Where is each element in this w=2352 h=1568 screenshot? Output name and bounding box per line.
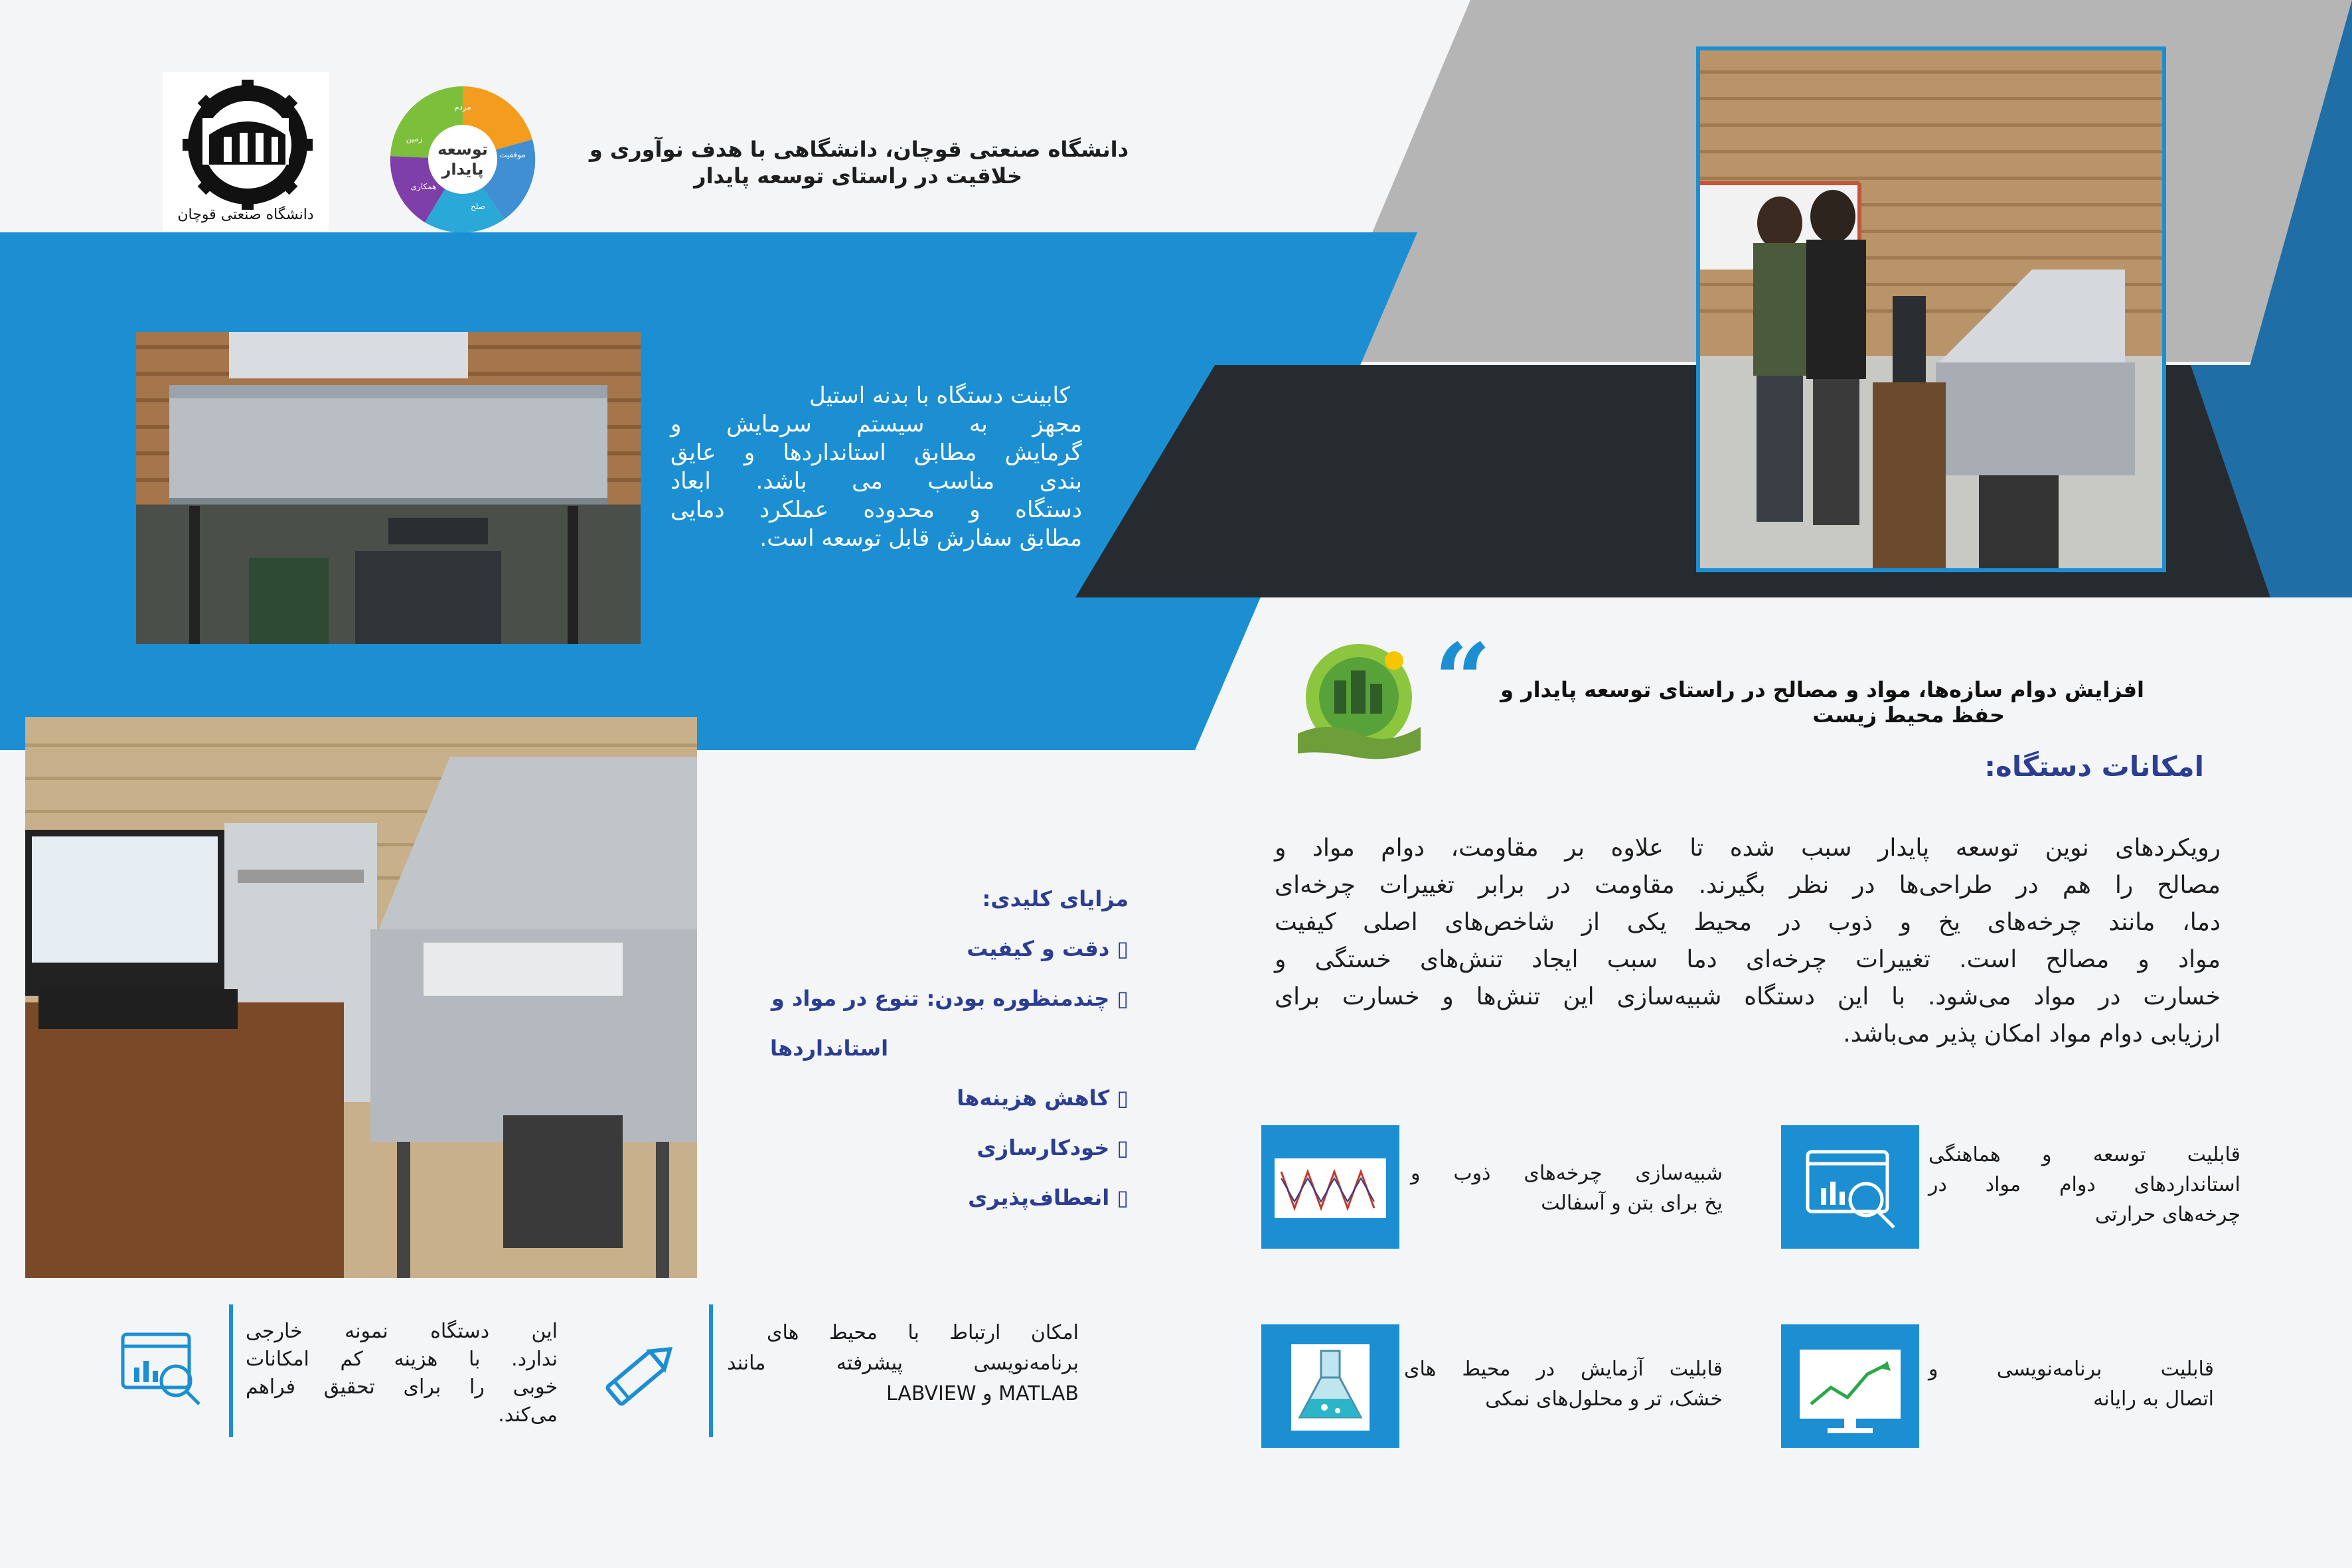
svg-text:توسعه: توسعه [437,140,488,159]
equipment-photo [25,717,697,1278]
advantage-item: استانداردها [770,1036,889,1061]
monitor-chart-icon [1781,1324,1919,1448]
paragraph-line: مصالح را هم در طراحی‌ها در نظر بگیرند. مقاومت در برابر تغییرات چرخه‌ای [1275,872,2221,899]
unique-line: می‌کند. [498,1403,558,1427]
svg-text:همکاری: همکاری [410,182,437,191]
quote-mark: “ [1434,622,1492,739]
svg-text:پایدار: پایدار [441,160,484,179]
feature-line: قابلیت برنامه‌نویسی و [1928,1358,2214,1381]
feature-line: قابلیت آزمایش در محیط های [1404,1358,1723,1381]
svg-text:دانشگاه صنعتی قوچان: دانشگاه صنعتی قوچان [177,206,314,223]
unique-line: این دستگاه نمونه خارجی [246,1320,558,1343]
advantage-item: ▯ کاهش هزینه‌ها [957,1085,1129,1111]
programming-line: MATLAB و LABVIEW [886,1382,1079,1405]
headline [1487,677,2144,728]
cabinet-description-line: مطابق سفارش قابل توسعه است. [759,525,1082,552]
feature-line: چرخه‌های حرارتی [2095,1203,2240,1226]
unique-device-text [246,1318,558,1429]
advantage-item: ▯ دقت و کیفیت [967,936,1129,961]
paragraph-line: دما، مانند چرخه‌های یخ و ذوب در محیط یکی از شاخص‌های اصلی کیفیت [1275,909,2221,936]
cabinet-description-line: مجهز به سیستم سرمایش و [670,411,1082,437]
cabinet-description-line: گرمایش مطابق استانداردها و عایق [670,439,1082,466]
report-search-icon [113,1328,206,1411]
programming-text [727,1318,1079,1409]
advantages-list [704,886,1129,1231]
university-logo [163,72,329,231]
paragraph-line: مواد و مصالح است. تغییرات چرخه‌ای دما سبب ایجاد تنش‌های خستگی و [1275,946,2221,973]
feature-text [1928,1140,2240,1229]
svg-text:مردم: مردم [454,102,471,112]
sustainable-development-logo [385,83,541,236]
programming-line: برنامه‌نویسی پیشرفته مانند [727,1352,1079,1375]
cabinet-description [670,382,1082,553]
cabinet-description-line: کابینت دستگاه با بدنه استیل [809,382,1070,409]
advantages-title: مزایای کلیدی: [982,886,1129,911]
pencil-icon [591,1331,684,1424]
chart-report-icon [1781,1125,1919,1249]
feature-text [1928,1354,2214,1414]
advantage-item: ▯ انعطاف‌پذیری [968,1185,1129,1210]
divider-line [709,1304,713,1437]
programming-line: امکان ارتباط با محیط های [767,1321,1079,1344]
feature-text [1411,1158,1723,1218]
svg-text:موفقیت: موفقیت [499,150,526,159]
feature-line: خشک، تر و محلول‌های نمکی [1485,1387,1723,1411]
cabinet-description-line: دستگاه و محدوده عملکرد دمایی [670,497,1082,523]
flask-icon [1261,1324,1399,1448]
university-tagline [544,136,1129,189]
cabinet-description-line: بندی مناسب می باشد. ابعاد [670,468,1082,495]
cabinet-photo [136,332,641,644]
sustainability-hand-icon [1288,634,1431,767]
capabilities-title: امکانات دستگاه: [1984,750,2204,783]
headline-line-2: حفظ محیط زیست [1812,702,2005,728]
feature-line: استانداردهای دوام مواد در [1928,1173,2240,1196]
paragraph-line: رویکردهای نوین توسعه پایدار سبب شده تا علاوه بر مقاومت، دوام مواد و [1275,834,2221,862]
headline-line-1: افزایش دوام سازه‌ها، مواد و مصالح در راستای توسعه پایدار و [1500,677,2144,702]
svg-text:زمین: زمین [406,134,423,143]
cycle-graph-icon [1261,1125,1399,1249]
paragraph-line: خسارت در مواد می‌شود. با این دستگاه شبیه‌سازی این تنش‌ها و خسارت برای [1275,983,2221,1010]
feature-line: اتصال به رایانه [2093,1387,2214,1411]
feature-line: یخ برای بتن و آسفالت [1541,1192,1723,1215]
unique-line: ندارد. با هزینه کم امکانات [246,1348,558,1371]
svg-text:صلح: صلح [471,202,485,211]
tagline-line-1: دانشگاه صنعتی قوچان، دانشگاهی با هدف نوآوری و [589,137,1129,162]
advantage-item: ▯ خودکارسازی [977,1135,1129,1160]
unique-line: خوبی را برای تحقیق فراهم [246,1375,558,1399]
feature-line: قابلیت توسعه و هماهنگی [1928,1143,2240,1166]
lab-students-photo [1696,46,2166,572]
feature-line: شبیه‌سازی چرخه‌های ذوب و [1411,1162,1723,1185]
advantage-item: ▯ چندمنظوره بودن: تنوع در مواد و [771,986,1129,1011]
divider-line [229,1304,233,1437]
capabilities-paragraph [1275,830,2221,1053]
paragraph-line: ارزیابی دوام مواد امکان پذیر می‌باشد. [1843,1020,2221,1048]
tagline-line-2: خلاقیت در راستای توسعه پایدار [694,163,1022,189]
feature-text [1404,1354,1723,1414]
